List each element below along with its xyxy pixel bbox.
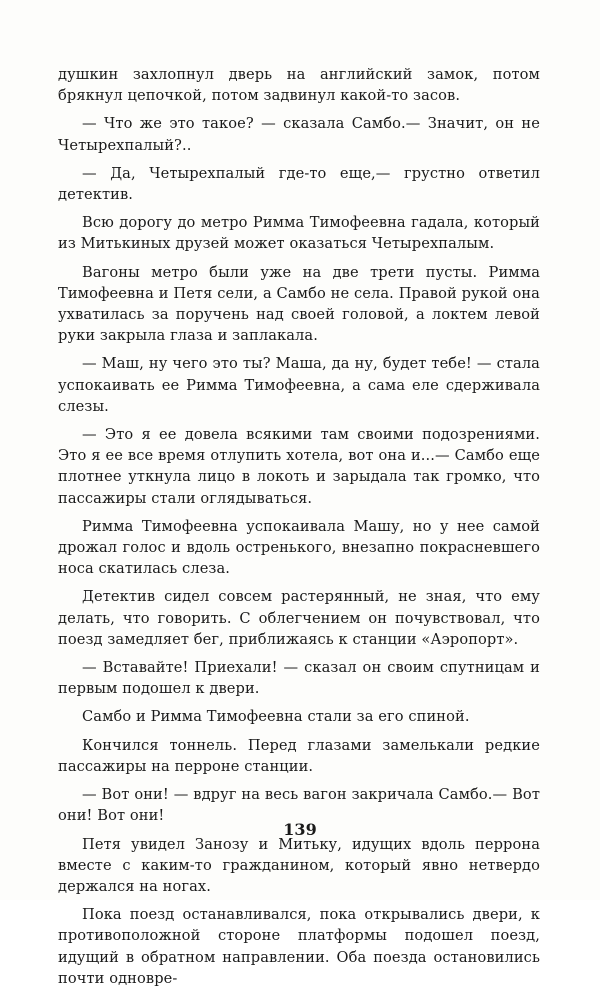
paragraph: Самбо и Римма Тимофеевна стали за его спиной. [82,708,470,726]
page-number: 139 [283,820,317,839]
paragraph: Петя увидел Занозу и Митьку, идущих вдоль перрона вместе с каким-то гражданином, который явно нетвердо держался на ногах. [58,835,540,895]
paragraph: Вагоны метро были уже на две трети пусты. Римма Тимофеевна и Петя сели, а Самбо не села. Правой рукой она ухватилась за поручень над своей головой, а локтем левой руки закрыла глаза и заплакала. [58,263,540,345]
paragraph: Всю дорогу до метро Римма Тимофеевна гадала, который из Митькиных друзей может оказаться Четырехпалым. [58,214,540,253]
paragraph: Римма Тимофеевна успокаивала Машу, но у нее самой дрожал голос и вдоль остренького, внезапно покрасневшего носа скатилась слеза. [58,517,540,578]
paragraph: — Что же это такое? — сказала Самбо.— Значит, он не Четырехпалый?.. [58,115,540,154]
paragraph: Кончился тоннель. Перед глазами замелькали редкие пассажиры на перроне станции. [58,736,540,775]
paragraph: душкин захлопнул дверь на английский замок, потом брякнул цепочкой, потом задвинул какой-то засов. [58,66,540,105]
paragraph: — Вот они! — вдруг на весь вагон закричала Самбо.— Вот они! Вот они! [58,786,540,825]
body-text [58,64,540,996]
paragraph: — Маш, ну чего это ты? Маша, да ну, будет тебе! — стала успокаивать ее Римма Тимофеевна, а сама еле сдерживала слезы. [58,355,540,415]
paragraph: Детектив сидел совсем растерянный, не зная, что ему делать, что говорить. С облегчением он почувствовал, что поезд замедляет бег, приближаясь к станции «Аэропорт». [58,588,540,648]
paragraph: — Да, Четырехпалый где-то еще,— грустно ответил детектив. [58,164,540,204]
paragraph: — Вставайте! Приехали! — сказал он своим спутницам и первым подошел к двери. [58,659,540,698]
paragraph: — Это я ее довела всякими там своими подозрениями. Это я ее все время отлупить хотела, вот она и...— Самбо еще плотнее уткнула лицо в локоть и зарыдала так громко, что пассажиры стали оглядываться. [58,426,540,507]
paragraph: Пока поезд останавливался, пока открывались двери, к противоположной стороне платформы подошел поезд, идущий в обратном направлении. Оба поезда остановились почти одновре- [58,906,540,987]
